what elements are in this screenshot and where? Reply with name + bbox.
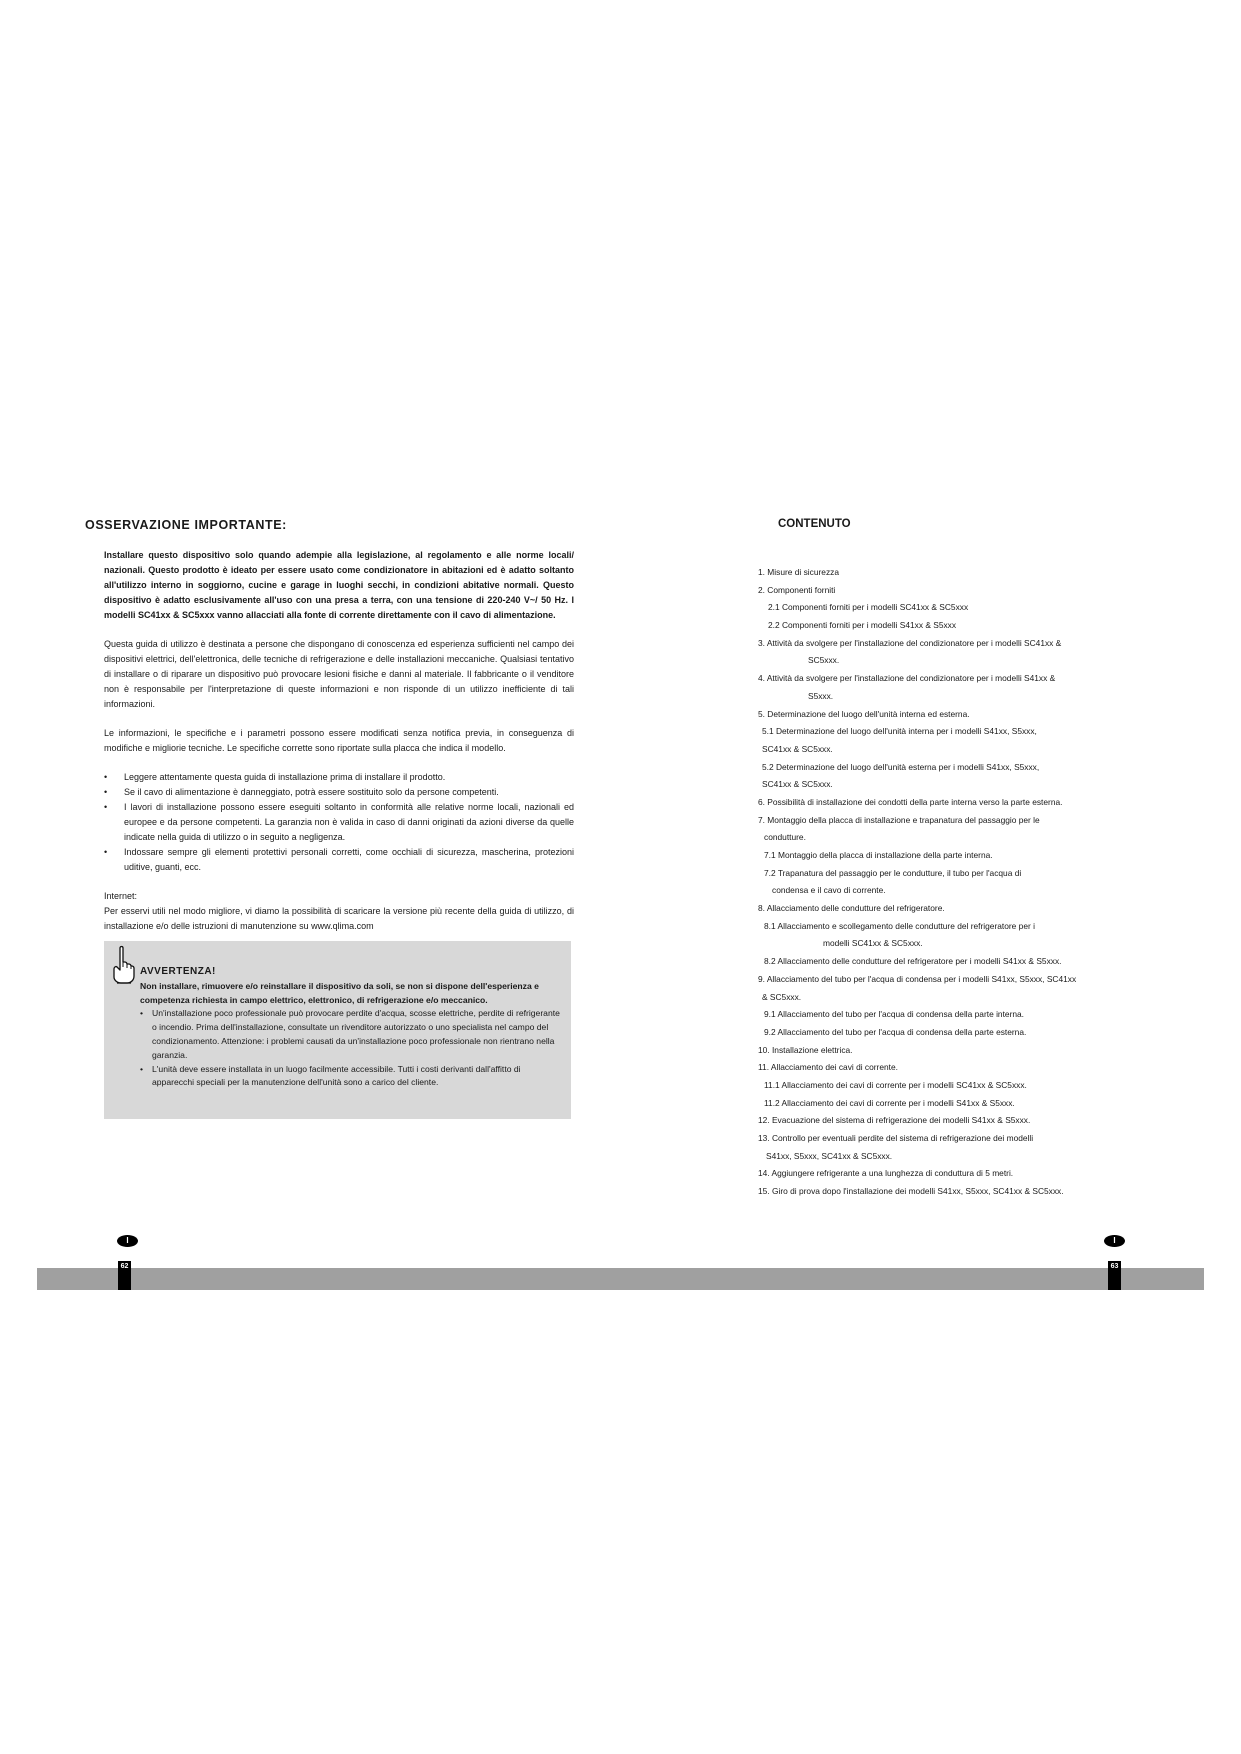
- list-item: • Un'installazione poco professionale può provocare perdite d'acqua, scosse elettriche, perdite di refrigerante o incendio. Prima dell'installazione, consultate un rivenditore autorizzato o uno specialista nel campo del condizionamento. Attenzione: i problemi causati da un'installazione poco professionale non rientrano nella garanzia.: [140, 1007, 560, 1062]
- toc-item: condutture.: [764, 832, 806, 843]
- right-page-heading: CONTENUTO: [778, 518, 851, 530]
- language-badge-right: I: [1104, 1235, 1125, 1247]
- toc-item: 15. Giro di prova dopo l'installazione dei modelli S41xx, S5xxx, SC41xx & SC5xxx.: [758, 1186, 1064, 1197]
- toc-item: 8. Allacciamento delle condutture del refrigeratore.: [758, 903, 945, 914]
- toc-item: S5xxx.: [808, 690, 834, 701]
- toc-item: & SC5xxx.: [762, 991, 802, 1002]
- right-page-number: 63: [1108, 1261, 1121, 1290]
- important-notice-paragraph: Installare questo dispositivo solo quando adempie alla legislazione, al regolamento e alle norme locali/ nazionali. Questo prodotto è ideato per essere usato come condizionatore in abitazioni ed è adatto soltanto all'utilizzo interno in soggiorno, cucine e garage in luoghi secchi, in condizioni abitative normali. Questo dispositivo è adatto esclusivamente all'uso con una presa a terra, con una tensione di 220-240 V~/ 50 Hz. I modelli SC41xx & SC5xxx vanno allacciati alla fonte di corrente direttamente con il cavo di alimentazione.: [104, 550, 574, 620]
- toc-item: 14. Aggiungere refrigerante a una lunghezza di conduttura di 5 metri.: [758, 1168, 1014, 1179]
- toc-item: 6. Possibilità di installazione dei condotti della parte interna verso la parte esterna.: [758, 796, 1063, 807]
- language-badge-left: I: [117, 1235, 138, 1247]
- toc-item: modelli SC41xx & SC5xxx.: [823, 938, 923, 949]
- toc-item: 2. Componenti forniti: [758, 584, 836, 595]
- toc-item: 7. Montaggio della placca di installazione e trapanatura del passaggio per le: [758, 814, 1040, 825]
- internet-section: [104, 889, 574, 934]
- toc-item: SC41xx & SC5xxx.: [762, 743, 833, 754]
- toc-item: 11. Allacciamento dei cavi di corrente.: [758, 1062, 898, 1073]
- toc-item: 2.2 Componenti forniti per i modelli S41xx & S5xxx: [768, 620, 957, 631]
- toc-item: 8.2 Allacciamento delle condutture del refrigeratore per i modelli S41xx & S5xxx.: [764, 956, 1062, 967]
- warning-lead: Non installare, rimuovere e/o reinstallare il dispositivo da soli, se non si dispone dell'esperienza e competenza richiesta in campo elettrico, elettronico, di refrigerazione e/o meccanico.: [140, 980, 539, 1005]
- toc-item: 1. Misure di sicurezza: [758, 567, 839, 577]
- audience-paragraph: Questa guida di utilizzo è destinata a persone che dispongano di conoscenza ed esperienza sufficienti nel campo dei dispositivi elettrici, dell'elettronica, delle tecniche di refrigerazione e delle installazioni meccaniche. Qualsiasi tentativo di installare o di riparare un dispositivo può provocare lesioni fisiche e danni al materiale. Il fabbricante o il venditore non è responsabile per l'interpretazione di queste informazioni e non risponde di un utilizzo inefficiente di tali informazioni.: [104, 639, 574, 709]
- pointing-hand-icon: [108, 945, 136, 985]
- list-item: • Se il cavo di alimentazione è danneggiato, potrà essere sostituito solo da persone competenti.: [104, 785, 574, 800]
- toc-item: 9. Allacciamento del tubo per l'acqua di condensa per i modelli S41xx, S5xxx, SC41xx: [758, 973, 1077, 984]
- list-item: • Indossare sempre gli elementi protettivi personali corretti, come occhiali di sicurezza, mascherina, protezioni uditive, guanti, ecc.: [104, 845, 574, 875]
- toc-item: 9.2 Allacciamento del tubo per l'acqua di condensa della parte esterna.: [764, 1026, 1027, 1037]
- toc-item: 5. Determinazione del luogo dell'unità interna ed esterna.: [758, 708, 970, 719]
- internet-text: Per esservi utili nel modo migliore, vi diamo la possibilità di scaricare la versione più recente della guida di utilizzo, di installazione e/o delle istruzioni di manutenzione su www.qlima.com: [104, 906, 574, 931]
- left-page-number: 62: [118, 1261, 131, 1290]
- list-item: • I lavori di installazione possono essere eseguiti soltanto in conformità alle relative norme locali, nazionali ed europee e da persone competenti. La garanzia non è valida in caso di danni originati da azioni diverse da quelle indicate nella guida di utilizzo o in seguito a negligenza.: [104, 800, 574, 845]
- list-item: • L'unità deve essere installata in un luogo facilmente accessibile. Tutti i costi derivanti dall'affitto di apparecchi speciali per la manutenzione dell'unità sono a carico del cliente.: [140, 1063, 560, 1091]
- toc-item: 4. Attività da svolgere per l'installazione del condizionatore per i modelli S41xx &: [758, 673, 1056, 684]
- warning-title: AVVERTENZA!: [140, 966, 216, 977]
- toc-item: 11.1 Allacciamento dei cavi di corrente per i modelli SC41xx & SC5xxx.: [764, 1079, 1027, 1090]
- toc-item: 8.1 Allacciamento e scollegamento delle condutture del refrigeratore per i: [764, 920, 1035, 931]
- left-page-heading: OSSERVAZIONE IMPORTANTE:: [85, 518, 287, 532]
- toc-item: condensa e il cavo di corrente.: [772, 885, 886, 896]
- toc-item: 3. Attività da svolgere per l'installazione del condizionatore per i modelli SC41xx &: [758, 637, 1062, 648]
- internet-label: Internet:: [104, 891, 138, 901]
- table-of-contents: [758, 564, 1120, 1201]
- list-item: • Leggere attentamente questa guida di installazione prima di installare il prodotto.: [104, 770, 574, 785]
- toc-item: 5.2 Determinazione del luogo dell'unità esterna per i modelli S41xx, S5xxx,: [762, 761, 1040, 772]
- toc-item: 10. Installazione elettrica.: [758, 1044, 853, 1055]
- safety-bullet-list: [104, 770, 574, 875]
- toc-item: 11.2 Allacciamento dei cavi di corrente per i modelli S41xx & S5xxx.: [764, 1097, 1015, 1108]
- warning-content: [140, 965, 560, 1090]
- toc-item: 12. Evacuazione del sistema di refrigerazione dei modelli S41xx & S5xxx.: [758, 1115, 1031, 1126]
- toc-item: 9.1 Allacciamento del tubo per l'acqua di condensa della parte interna.: [764, 1009, 1025, 1020]
- warning-box: [104, 941, 571, 1119]
- warning-bullet-list: [140, 1007, 560, 1090]
- footer-bar: [37, 1268, 1204, 1290]
- toc-item: 7.2 Trapanatura del passaggio per le condutture, il tubo per l'acqua di: [764, 867, 1022, 878]
- left-page-body: [104, 548, 574, 934]
- toc-item: 2.1 Componenti forniti per i modelli SC41xx & SC5xxx: [768, 602, 969, 613]
- toc-item: 7.1 Montaggio della placca di installazione della parte interna.: [764, 850, 993, 860]
- specifications-paragraph: Le informazioni, le specifiche e i parametri possono essere modificati senza notifica previa, in conseguenza di modifiche e migliorie tecniche. Le specifiche corrette sono riportate sulla placca che indica il modello.: [104, 728, 574, 753]
- toc-item: SC41xx & SC5xxx.: [762, 779, 833, 790]
- toc-item: 5.1 Determinazione del luogo dell'unità interna per i modelli S41xx, S5xxx,: [762, 726, 1037, 737]
- toc-item: 13. Controllo per eventuali perdite del sistema di refrigerazione dei modelli: [758, 1133, 1034, 1143]
- toc-item: S41xx, S5xxx, SC41xx & SC5xxx.: [766, 1150, 893, 1161]
- toc-item: SC5xxx.: [808, 655, 840, 666]
